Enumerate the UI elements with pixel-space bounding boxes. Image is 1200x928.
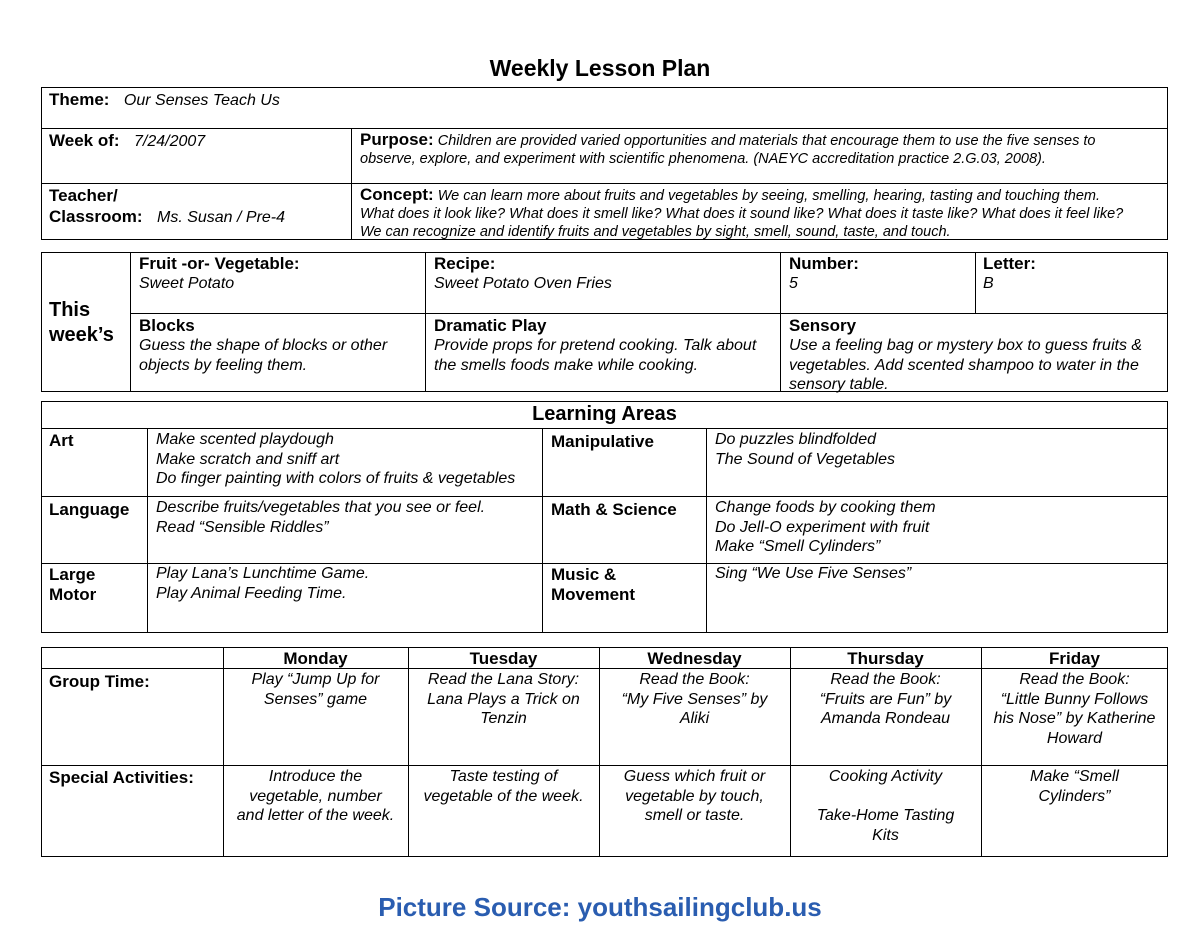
math-science-activities xyxy=(715,498,936,557)
group-time-tuesday xyxy=(408,670,599,729)
blocks-line-2: objects by feeling them. xyxy=(139,356,308,374)
cell-line: Taste testing of xyxy=(449,768,558,785)
group-time-thursday xyxy=(790,670,981,729)
language-line-1: Describe fruits/vegetables that you see or feel. xyxy=(156,499,486,516)
fruit-value: Sweet Potato xyxy=(139,275,235,292)
cell-line xyxy=(790,787,981,807)
concept-line-1: We can learn more about fruits and vegetables by seeing, smelling, hearing, tasting and touching them. xyxy=(437,188,1100,204)
cell-line: Make “Smell xyxy=(1030,768,1119,785)
blocks-cell xyxy=(139,316,387,375)
manipulative-label: Manipulative xyxy=(551,432,654,451)
theme-label: Theme: xyxy=(49,90,110,109)
letter-value: B xyxy=(983,275,994,292)
group-time-wednesday xyxy=(599,670,790,729)
concept-label: Concept: xyxy=(360,185,434,204)
art-activities xyxy=(156,430,515,489)
dramatic-play-cell xyxy=(434,316,756,375)
cell-line: vegetable of the week. xyxy=(423,787,584,805)
sensory-line-3: sensory table. xyxy=(789,376,889,393)
cell-line: Read the Book: xyxy=(639,671,750,688)
purpose-label: Purpose: xyxy=(360,130,434,149)
math-science-line-2: Do Jell-O experiment with fruit xyxy=(715,518,930,536)
blocks-label: Blocks xyxy=(139,316,195,335)
dramatic-play-line-1: Provide props for pretend cooking. Talk about xyxy=(434,337,757,354)
group-time-monday xyxy=(223,670,408,709)
letter-cell xyxy=(983,254,1036,294)
language-activities xyxy=(156,498,485,537)
special-friday xyxy=(981,767,1168,806)
cell-line: “Fruits are Fun” by xyxy=(819,690,952,708)
manipulative-activities xyxy=(715,430,895,469)
recipe-label: Recipe: xyxy=(434,254,496,273)
letter-label: Letter: xyxy=(983,254,1036,273)
cell-line: Introduce the xyxy=(268,768,363,785)
page-title: Weekly Lesson Plan xyxy=(489,55,711,81)
cell-line: vegetable by touch, xyxy=(625,787,764,805)
dramatic-play-label: Dramatic Play xyxy=(434,316,547,335)
math-science-line-1: Change foods by cooking them xyxy=(715,499,936,516)
cell-line: Cylinders” xyxy=(1038,787,1111,805)
language-line-2: Read “Sensible Riddles” xyxy=(156,518,329,536)
art-line-3: Do finger painting with colors of fruits & vegetables xyxy=(156,470,516,487)
sensory-line-1: Use a feeling bag or mystery box to guess fruits & xyxy=(789,337,1143,354)
number-label: Number: xyxy=(789,254,859,273)
special-tuesday xyxy=(408,767,599,806)
large-motor-activities xyxy=(156,564,369,603)
purpose-line-2: observe, explore, and experiment with scientific phenomena. (NAEYC accreditation practice 2.G.03, 2008). xyxy=(360,151,1046,167)
teacher-label-2: Classroom: xyxy=(49,207,143,226)
concept-line-2: What does it look like? What does it smell like? What does it sound like? What does it taste like? What does it feel like? xyxy=(360,206,1124,222)
cell-line: smell or taste. xyxy=(644,807,745,824)
fruit-cell xyxy=(139,254,300,294)
special-wednesday xyxy=(599,767,790,826)
cell-line: Amanda Rondeau xyxy=(821,710,950,727)
cell-line: “Little Bunny Follows xyxy=(1000,690,1149,708)
sensory-label: Sensory xyxy=(789,316,857,335)
theme-row xyxy=(49,90,280,111)
recipe-value: Sweet Potato Oven Fries xyxy=(434,275,612,292)
learning-areas-heading: Learning Areas xyxy=(532,403,677,425)
manipulative-line-1: Do puzzles blindfolded xyxy=(715,431,876,448)
sensory-line-2: vegetables. Add scented shampoo to water in the xyxy=(789,356,1139,374)
cell-line: Kits xyxy=(872,826,899,844)
cell-line: Tenzin xyxy=(480,710,527,727)
blocks-line-1: Guess the shape of blocks or other xyxy=(139,337,388,354)
group-time-friday xyxy=(981,670,1168,748)
cell-line: Read the Lana Story: xyxy=(427,671,580,688)
special-thursday xyxy=(790,767,981,845)
cell-line: Read the Book: xyxy=(1019,671,1130,688)
art-line-1: Make scented playdough xyxy=(156,431,334,448)
this-week-label-1: This xyxy=(49,299,91,321)
music-movement-label xyxy=(551,565,635,605)
number-value: 5 xyxy=(789,275,798,292)
picture-source-caption: Picture Source: youthsailingclub.us xyxy=(378,892,822,922)
large-motor-line-1: Play Lana’s Lunchtime Game. xyxy=(156,565,370,582)
recipe-cell xyxy=(434,254,612,294)
purpose-cell xyxy=(360,131,1095,168)
purpose-line-1: Children are provided varied opportunities and materials that encourage them to use the five senses to xyxy=(437,133,1096,149)
cell-line: Howard xyxy=(1046,729,1103,747)
language-label: Language xyxy=(49,500,130,519)
large-motor-label-1: Large xyxy=(49,565,96,584)
special-activities-label: Special Activities: xyxy=(49,768,194,787)
day-header-monday: Monday xyxy=(283,649,348,668)
day-header-thursday: Thursday xyxy=(847,649,924,668)
large-motor-label xyxy=(49,565,96,605)
cell-line: his Nose” by Katherine xyxy=(993,710,1156,727)
math-science-line-3: Make “Smell Cylinders” xyxy=(715,538,881,555)
teacher-value: Ms. Susan / Pre-4 xyxy=(156,209,286,226)
fruit-label: Fruit -or- Vegetable: xyxy=(139,254,300,273)
dramatic-play-line-2: the smells foods make while cooking. xyxy=(434,356,699,374)
cell-line: “My Five Senses” by xyxy=(621,690,768,708)
teacher-cell xyxy=(49,185,285,228)
group-time-label: Group Time: xyxy=(49,672,150,691)
day-header-friday: Friday xyxy=(1048,649,1101,668)
large-motor-label-2: Motor xyxy=(49,585,97,604)
day-header-tuesday: Tuesday xyxy=(469,649,538,668)
teacher-label-1: Teacher/ xyxy=(49,186,118,205)
cell-line: Play “Jump Up for xyxy=(251,671,380,688)
cell-line: vegetable, number xyxy=(249,787,382,805)
math-science-label: Math & Science xyxy=(551,500,677,519)
music-movement-label-2: Movement xyxy=(551,585,636,604)
art-label: Art xyxy=(49,431,74,450)
this-week-label-2: week’s xyxy=(49,324,114,346)
concept-cell xyxy=(360,186,1123,241)
cell-line: Lana Plays a Trick on xyxy=(427,690,580,708)
art-line-2: Make scratch and sniff art xyxy=(156,450,340,468)
cell-line: Take-Home Tasting xyxy=(816,807,955,824)
cell-line: Aliki xyxy=(679,710,710,727)
music-movement-activities xyxy=(715,564,911,584)
concept-line-3: We can recognize and identify fruits and vegetables by sight, smell, sound, taste, and touch. xyxy=(360,224,951,240)
cell-line: and letter of the week. xyxy=(236,807,395,824)
cell-line: Cooking Activity xyxy=(828,768,943,785)
cell-line: Read the Book: xyxy=(830,671,941,688)
day-header-wednesday: Wednesday xyxy=(647,649,742,668)
music-movement-label-1: Music & xyxy=(551,565,617,584)
week-label: Week of: xyxy=(49,131,120,150)
week-row xyxy=(49,131,205,152)
number-cell xyxy=(789,254,859,294)
cell-line: Guess which fruit or xyxy=(623,768,766,785)
special-monday xyxy=(223,767,408,826)
sensory-cell xyxy=(789,316,1142,395)
this-week-label xyxy=(49,298,114,348)
manipulative-line-2: The Sound of Vegetables xyxy=(715,450,895,468)
theme-value: Our Senses Teach Us xyxy=(123,92,280,109)
cell-line: Senses” game xyxy=(263,690,368,708)
music-movement-line-1: Sing “We Use Five Senses” xyxy=(715,565,912,582)
large-motor-line-2: Play Animal Feeding Time. xyxy=(156,584,347,602)
week-value: 7/24/2007 xyxy=(134,133,206,150)
